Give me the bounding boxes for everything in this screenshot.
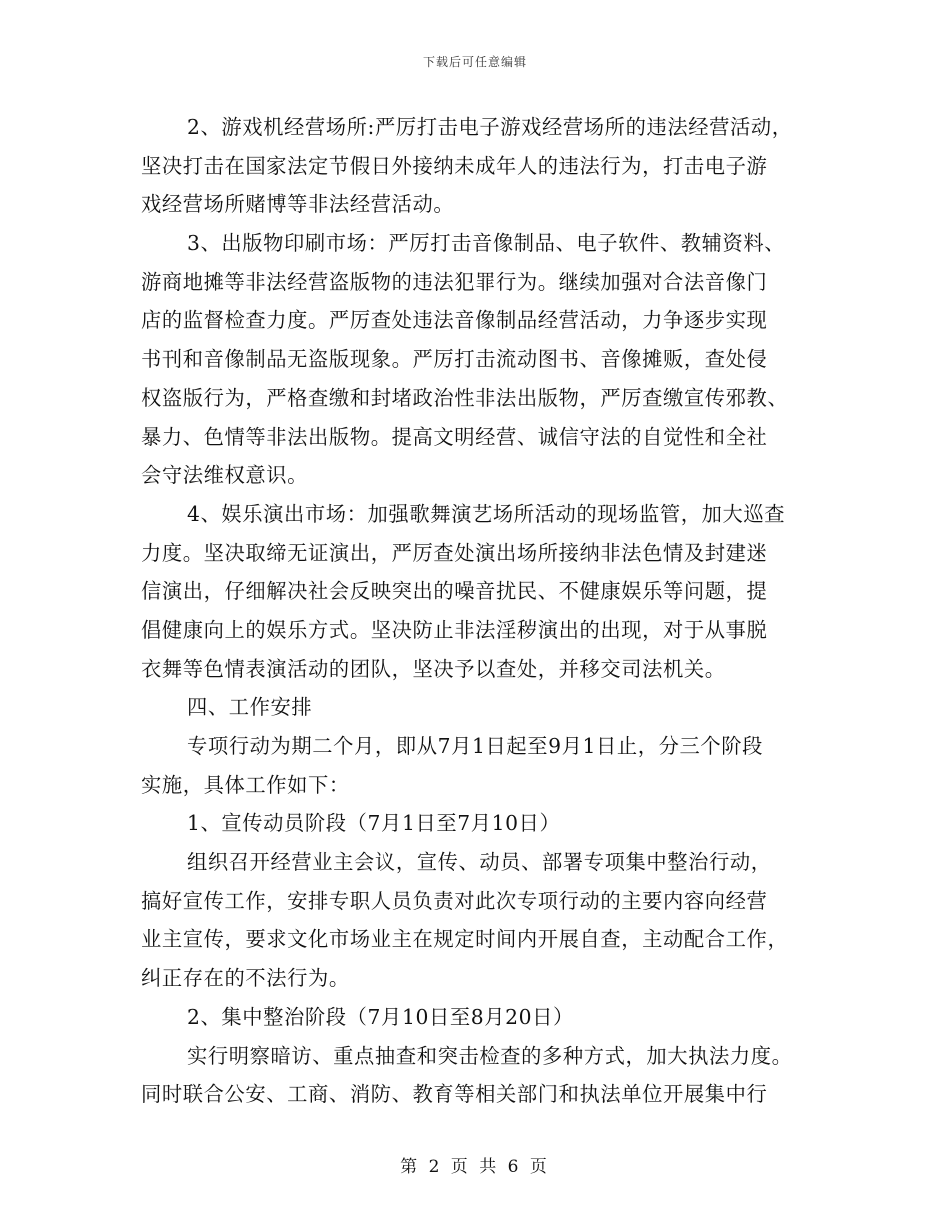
- subsection-heading: 2、集中整治阶段（7月10日至8月20日）: [187, 1004, 574, 1029]
- text-line: 3、出版物印刷市场：严厉打击音像制品、电子软件、教辅资料、: [187, 231, 786, 256]
- text-line: 专项行动为期二个月，即从7月1日起至9月1日止，分三个阶段: [187, 734, 764, 758]
- document-body: [141, 108, 813, 1114]
- text-line: 力度。坚决取缔无证演出，严厉查处演出场所接纳非法色情及封建迷: [141, 540, 768, 565]
- text-line: 纠正存在的不法行为。: [141, 966, 350, 991]
- text-line: 组织召开经营业主会议，宣传、动员、部署专项集中整治行动，: [187, 850, 772, 875]
- text-line: 业主宣传，要求文化市场业主在规定时间内开展自查，主动配合工作，: [141, 927, 789, 952]
- text-line: 书刊和音像制品无盗版现象。严厉打击流动图书、音像摊贩，查处侵: [141, 347, 768, 372]
- text-line: 4、娱乐演出市场：加强歌舞演艺场所活动的现场监管，加大巡查: [187, 501, 786, 526]
- page-number: 第 2 页 共 6 页: [400, 1157, 550, 1177]
- page-header: 下载后可任意编辑: [422, 55, 527, 69]
- text-line: 坚决打击在国家法定节假日外接纳未成年人的违法行为，打击电子游: [141, 153, 768, 178]
- text-line: 倡健康向上的娱乐方式。坚决防止非法淫秽演出的出现，对于从事脱: [141, 617, 768, 642]
- text-line: 搞好宣传工作，安排专职人员负责对此次专项行动的主要内容向经营: [141, 888, 768, 913]
- text-line: 实行明察暗访、重点抽查和突击检查的多种方式，加大执法力度。: [187, 1043, 793, 1068]
- text-line: 同时联合公安、工商、消防、教育等相关部门和执法单位开展集中行: [141, 1082, 768, 1107]
- text-line: 衣舞等色情表演活动的团队，坚决予以查处，并移交司法机关。: [141, 656, 726, 681]
- text-line: 戏经营场所赌博等非法经营活动。: [141, 192, 455, 217]
- text-line: 暴力、色情等非法出版物。提高文明经营、诚信守法的自觉性和全社: [141, 424, 768, 449]
- text-line: 会守法维权意识。: [141, 463, 309, 488]
- section-heading: 四、工作安排: [187, 695, 313, 720]
- subsection-heading: 1、宣传动员阶段（7月1日至7月10日）: [187, 811, 561, 836]
- text-line: 2、游戏机经营场所:严厉打击电子游戏经营场所的违法经营活动，: [187, 115, 793, 139]
- text-line: 实施，具体工作如下：: [141, 772, 350, 797]
- text-line: 权盗版行为，严格查缴和封堵政治性非法出版物，严厉查缴宣传邪教、: [141, 385, 789, 410]
- text-line: 店的监督检查力度。严厉查处违法音像制品经营活动，力争逐步实现: [141, 308, 768, 333]
- text-line: 游商地摊等非法经营盗版物的违法犯罪行为。继续加强对合法音像门: [141, 269, 768, 294]
- text-line: 信演出，仔细解决社会反映突出的噪音扰民、不健康娱乐等问题，提: [141, 579, 768, 604]
